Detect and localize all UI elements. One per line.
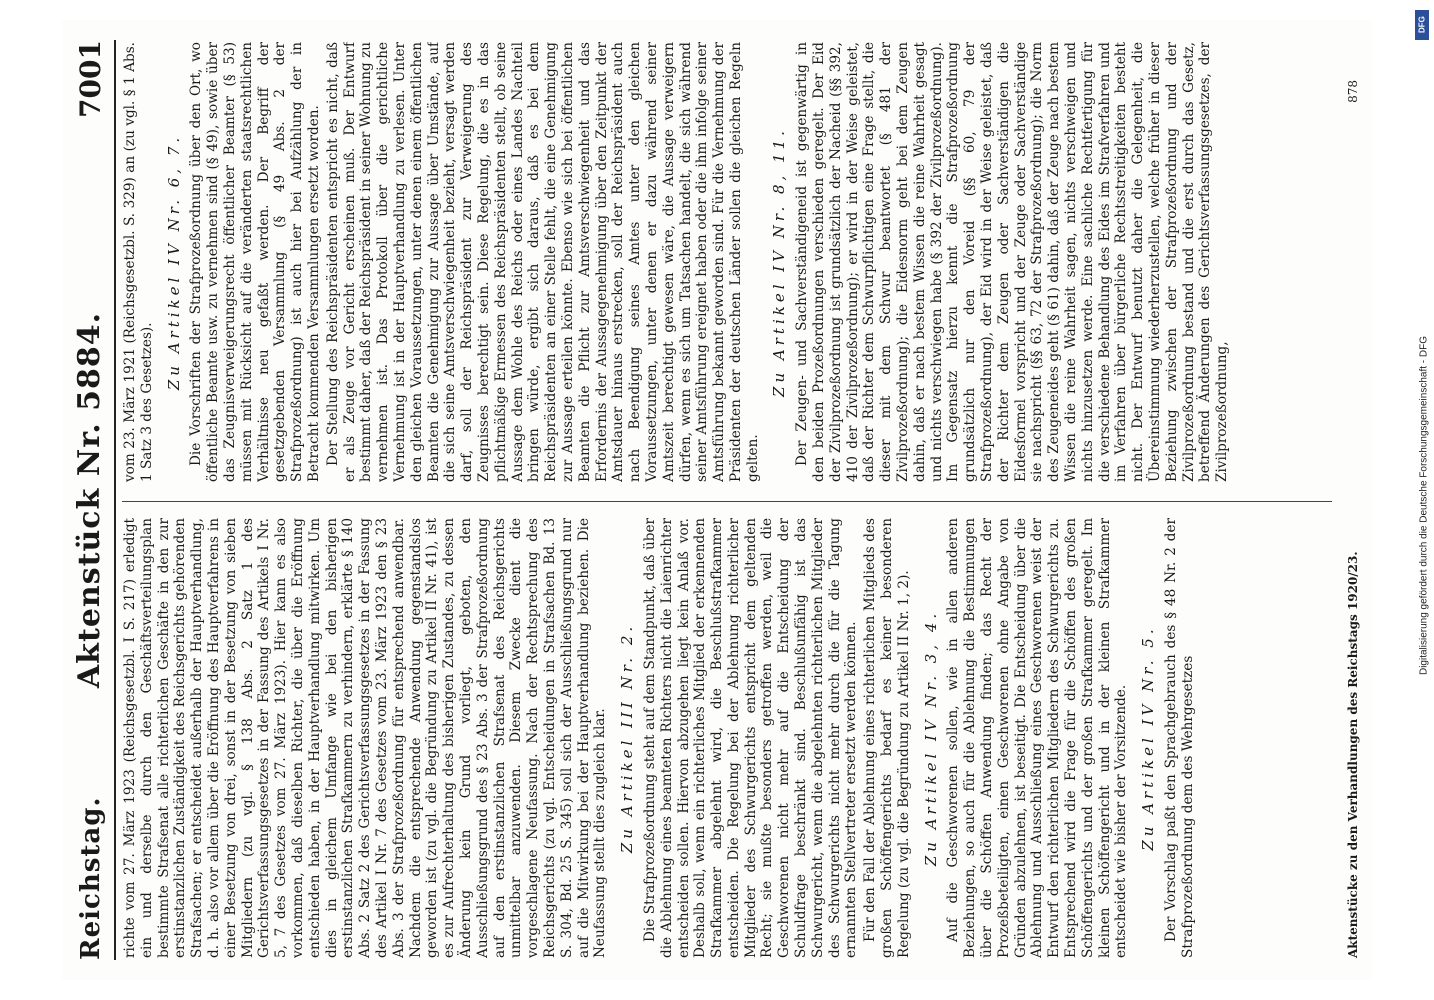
paragraph: Auf die Geschworenen sollen, wie in allen anderen Beziehungen, so auch für die Ablehnung die Bestimmungen über die Schöffen Anwendung finden; das Recht der Prozeßbeteiligten, einen Geschworenen ohne Angabe von Gründen abzulehnen, ist beseitigt. Die Entscheidung über die Ablehnung und Ausschließung eines Geschworenen weist der Entwurf den richterlichen Mitgliedern des Schwurgerichts zu. Entsprechend wird die Frage für die Schöffen des großen Schöffengerichts und der großen Strafkammer geregelt. Im kleinen Schöffengericht und in der kleinen Strafkammer entscheidet wie bisher der Vorsitzende. — [945, 518, 1130, 958]
footer-page-number: 878 — [1346, 80, 1360, 103]
header-page-number: 7001 — [74, 40, 107, 118]
paragraph: Die Vorschriften der Strafprozeßordnung über den Ort, wo öffentliche Beamte usw. zu vernehmen sind (§ 49), sowie über das Zeugnisverweigerungsrecht öffentlicher Beamter (§ 53) müssen mit Rücksicht auf die veränderten staatsrechtlichen Verhältnisse neu gefaßt werden. Der Begriff der gesetzgebenden Versammlung (§ 49 Abs. 2 der Strafprozeßordnung) ist auch hier bei Aufzählung der in Betracht kommenden Versammlungen ersetzt worden. — [188, 42, 322, 482]
column-divider — [122, 501, 1332, 502]
header-left: Reichstag. — [76, 796, 106, 960]
document-page — [62, 20, 1372, 980]
section-heading: Zu Artikel IV Nr. 3, 4. — [921, 609, 940, 867]
header-title: Aktenstück Nr. 5884. — [72, 311, 107, 689]
watermark-text: Digitalisierung gefördert durch die Deutsche Forschungsgemeinschaft - DFG — [1418, 335, 1430, 676]
section-heading: Zu Artikel IV Nr. 8, 11. — [770, 127, 789, 397]
paragraph: vom 23. März 1921 (Reichsgesetzbl. S. 329) an (zu vgl. § 1 Abs. 1 Satz 3 des Gesetzes). — [122, 42, 155, 482]
paragraph: Der Stellung des Reichspräsidenten entspricht es nicht, daß er als Zeuge vor Gericht erscheinen muß. Der Entwurf bestimmt daher, daß der Reichspräsident in seiner Wohnung zu vernehmen ist. Das Protokoll über die gerichtliche Vernehmung ist in der Hauptverhandlung zu verlesen. Unter den gleichen Voraussetzungen, unter denen einem öffentlichen Beamten die Genehmigung zur Aussage über Umstände, auf die sich seine Amtsverschwiegenheit bezieht, versagt werden darf, soll der Reichspräsident zur Verweigerung des Zeugnisses berechtigt sein. Diese Regelung, die es in das pflichtmäßige Ermessen des Reichspräsidenten stellt, ob seine Aussage dem Wohle des Reichs oder eines Landes Nachteil bringen würde, ergibt sich daraus, daß es bei dem Reichspräsidenten an einer Stelle fehlt, die eine Genehmigung zur Aussage erteilen könnte. Ebenso wie sich bei öffentlichen Beamten die Pflicht zur Amtsverschwiegenheit und das Erfordernis der Aussagegenehmigung über den Zeitpunkt der Amtsdauer hinaus erstrecken, soll der Reichspräsident auch nach Beendigung seines Amtes unter den gleichen Voraussetzungen, unter denen er dazu während seiner Amtszeit berechtigt gewesen wäre, die Aussage verweigern dürfen, wenn es sich um Tatsachen handelt, die sich während seiner Amtsführung ereignet haben oder die ihm infolge seiner Amtsführung bekannt geworden sind. Für die Vernehmung der Präsidenten der deutschen Länder sollen die gleichen Regeln gelten. — [324, 42, 761, 482]
digitization-watermark — [1412, 0, 1434, 1000]
page-header — [70, 40, 116, 960]
right-column — [122, 42, 1338, 482]
paragraph: Der Zeugen- und Sachverständigeneid ist gegenwärtig in den beiden Prozeßordnungen verschieden geregelt. Der Eid der Zivilprozeßordnung ist grundsätzlich der Nacheid (§§ 392, 410 der Zivilprozeßordnung); er wird in der Weise geleistet, daß der Richter dem Schwurpflichtigen eine Frage stellt, die dieser mit dem Schwur beantwortet (§ 481 der Zivilprozeßordnung); die Eidesnorm geht bei dem Zeugen dahin, daß er nach bestem Wissen die reine Wahrheit gesagt und nichts verschwiegen habe (§ 392 der Zivilprozeßordnung). Im Gegensatz hierzu kennt die Strafprozeßordnung grundsätzlich nur den Voreid (§§ 60, 79 der Strafprozeßordnung), der Eid wird in der Weise geleistet, daß der Richter dem Zeugen oder Sachverständigen die Eidesformel vorspricht und der Zeuge oder Sachverständige sie nachspricht (§§ 63, 72 der Strafprozeßordnung); die Norm des Zeugeneides geht (§ 61) dahin, daß der Zeuge nach bestem Wissen die reine Wahrheit sagen, nichts verschweigen und nichts hinzusetzen werde. Eine sachliche Rechtfertigung für die verschiedene Behandlung des Eides im Strafverfahren und im Verfahren über bürgerliche Rechtsstreitigkeiten besteht nicht. Der Entwurf benutzt daher die Gelegenheit, die Übereinstimmung wiederherzustellen, welche früher in dieser Beziehung zwischen der Strafprozeßordnung und der Zivilprozeßordnung bestand und die erst durch das Gesetz, betreffend Änderungen des Gerichtsverfassungsgesetzes, der Zivilprozeßordnung, — [794, 42, 1231, 482]
dfg-logo: DFG — [1415, 10, 1429, 40]
section-heading: Zu Artikel IV Nr. 6, 7. — [164, 133, 183, 391]
paragraph: Der Vorschlag paßt den Sprachgebrauch des § 48 Nr. 2 der Strafprozeßordnung dem des Wehrgesetzes — [1163, 518, 1196, 958]
paragraph: Die Strafprozeßordnung steht auf dem Standpunkt, daß über die Ablehnung eines beamteten Richters nicht die Laienrichter entscheiden sollen. Hiervon abzugehen liegt kein Anlaß vor. Deshalb soll, wenn ein richterliches Mitglied der erkennenden Strafkammer abgelehnt wird, die Beschlußstrafkammer entscheiden. Die Regelung bei der Ablehnung richterlicher Mitglieder des Schwurgerichts entspricht dem geltenden Recht; sie mußte besonders getroffen werden, weil die Geschworenen nicht mehr auf die Entscheidung der Schuldfrage beschränkt sind. Beschlußunfähig ist das Schwurgericht, wenn die abgelehnten richterlichen Mitglieder des Schwurgerichts nicht mehr durch die für die Tagung ernannten Stellvertreter ersetzt werden können. — [641, 518, 860, 958]
section-heading: Zu Artikel III Nr. 2. — [618, 622, 637, 854]
footnote: Aktenstücke zu den Verhandlungen des Reichstags 1920/23. — [1346, 551, 1360, 958]
section-heading: Zu Artikel IV Nr. 5. — [1139, 625, 1158, 851]
paragraph: richte vom 27. März 1923 (Reichsgesetzbl. I S. 217) erledigt ein und derselbe durch den Geschäftsverteilungsplan bestimmte Strafsenat alle richterlichen Geschäfte in den zur erstinstanzlichen Zuständigkeit des Reichsgerichts gehörenden Strafsachen; er entscheidet außerhalb der Hauptverhandlung, d. h. also vor allem über die Eröffnung des Hauptverfahrens in einer Besetzung von drei, sonst in der Besetzung von sieben Mitgliedern (zu vgl. § 138 Abs. 2 Satz 1 des Gerichtsverfassungsgesetzes in der Fassung des Artikels I Nr. 5, 7 des Gesetzes vom 27. März 1923). Hier kann es also vorkommen, daß dieselben Richter, die über die Eröffnung entschieden haben, in der Hauptverhandlung mitwirken. Um dies in gleichem Umfange wie bei den bisherigen erstinstanzlichen Strafkammern zu verhindern, erklärte § 140 Abs. 2 Satz 2 des Gerichtsverfassungsgesetzes in der Fassung des Artikel I Nr. 7 des Gesetzes vom 23. März 1923 den § 23 Abs. 3 der Strafprozeßordnung für entsprechend anwendbar. Nachdem die entsprechende Anwendung gegenstandslos geworden ist (zu vgl. die Begründung zu Artikel II Nr. 41), ist es zur Aufrechterhaltung des bisherigen Zustandes, zu dessen Änderung kein Grund vorliegt, geboten, den Ausschließungsgrund des § 23 Abs. 3 der Strafprozeßordnung auf den erstinstanzlichen Strafsenat des Reichsgerichts unmittelbar anzuwenden. Diesem Zwecke dient die vorgeschlagene Neufassung. Nach der Rechtsprechung des Reichsgerichts (zu vgl. Entscheidungen in Strafsachen Bd. 13 S. 304, Bd. 25 S. 345) soll sich der Ausschließungsgrund nur auf die Mitwirkung bei der Hauptverhandlung beziehen. Die Neufassung stellt dies zugleich klar. — [122, 518, 609, 958]
left-column — [122, 518, 1338, 958]
paragraph: Für den Fall der Ablehnung eines richterlichen Mitglieds des großen Schöffengerichts bedarf es keiner besonderen Regelung (zu vgl. die Begründung zu Artikel II Nr. 1, 2). — [862, 518, 912, 958]
